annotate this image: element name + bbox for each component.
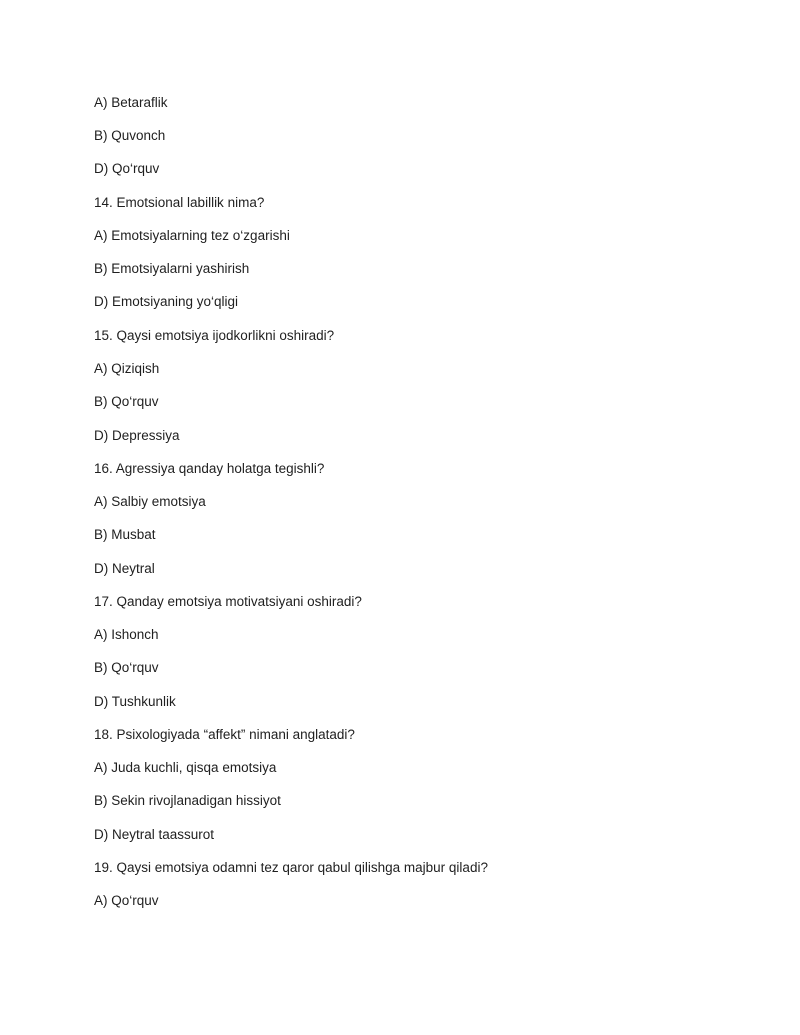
answer-option: A) Betaraflik [94, 95, 168, 110]
answer-option: B) Qo‘rquv [94, 660, 159, 675]
answer-option: D) Neytral taassurot [94, 827, 215, 842]
question-15: 15. Qaysi emotsiya ijodkorlikni oshiradi? [94, 328, 335, 343]
question-18: 18. Psixologiyada “affekt” nimani anglatadi? [94, 727, 355, 742]
answer-option: D) Tushkunlik [94, 694, 176, 709]
answer-option: B) Sekin rivojlanadigan hissiyot [94, 793, 281, 808]
answer-option: D) Depressiya [94, 428, 180, 443]
answer-option: D) Neytral [94, 561, 155, 576]
answer-option: D) Emotsiyaning yo‘qligi [94, 294, 239, 309]
answer-option: A) Qiziqish [94, 361, 160, 376]
answer-option: A) Emotsiyalarning tez o‘zgarishi [94, 228, 290, 243]
question-17: 17. Qanday emotsiya motivatsiyani oshiradi? [94, 594, 362, 609]
question-19: 19. Qaysi emotsiya odamni tez qaror qabul qilishga majbur qiladi? [94, 860, 488, 875]
answer-option: D) Qo‘rquv [94, 161, 160, 176]
answer-option: A) Ishonch [94, 627, 159, 642]
answer-option: B) Quvonch [94, 128, 166, 143]
answer-option: A) Juda kuchli, qisqa emotsiya [94, 760, 277, 775]
answer-option: A) Qo‘rquv [94, 893, 159, 908]
question-14: 14. Emotsional labillik nima? [94, 195, 265, 210]
answer-option: B) Qo‘rquv [94, 394, 159, 409]
answer-option: B) Emotsiyalarni yashirish [94, 261, 250, 276]
answer-option: B) Musbat [94, 527, 156, 542]
question-16: 16. Agressiya qanday holatga tegishli? [94, 461, 325, 476]
answer-option: A) Salbiy emotsiya [94, 494, 206, 509]
